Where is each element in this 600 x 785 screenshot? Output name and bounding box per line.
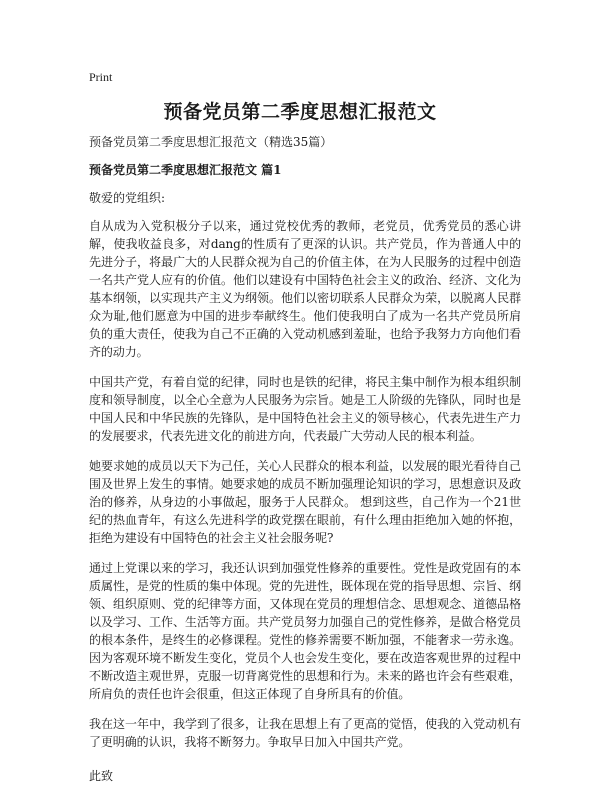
paragraph: 自从成为入党积极分子以来，通过党校优秀的教师，老党员，优秀党员的悉心讲解，使我收益良多，对dang的性质有了更深的认识。共产党员，作为普通人中的先进分子，将最广大的人民群众视为自己的价值主体，在为人民服务的过程中创造一名共产党人应有的价值。他们以建设有中国特色社会主义的政治、经济、文化为基本纲领，以实现共产主义为纲领。他们以密切联系人民群众为荣，以脱离人民群众为耻,他们愿意为中国的进步奉献终生。他们使我明白了成为一名共产党员所肩负的重大责任，使我为自己不正确的入党动机感到羞耻，也给予我努力方向他们看齐的动力。: [89, 219, 521, 359]
document-body: [89, 133, 521, 785]
paragraph: 她要求她的成员以天下为己任，关心人民群众的根本利益，以发展的眼光看待自己围及世界上发生的事情。她要求她的成员不断加强理论知识的学习，思想意识及政治的修养，从身边的小事做起，服务于人民群众。 想到这些，自己作为一个21世纪的热血青年，有这么先进科学的政党摆在眼前，有什么理由拒绝加入她的怀抱，拒绝为建设有中国特色的社会主义社会服务呢?: [89, 459, 521, 545]
print-link[interactable]: Print: [89, 70, 113, 84]
closing: 此致: [89, 769, 114, 783]
salutation: 敬爱的党组织:: [89, 191, 166, 205]
document-title: 预备党员第二季度思想汇报范文: [163, 101, 437, 123]
document-subtitle: 预备党员第二季度思想汇报范文（精选35篇）: [89, 135, 333, 149]
paragraph: 通过上党课以来的学习，我还认识到加强党性修养的重要性。党性是政党固有的本质属性，是党的性质的集中体现。党的先进性，既体现在党的指导思想、宗旨、纲领、组织原则、党的纪律等方面，又体现在党员的理想信念、思想观念、道德品格以及学习、工作、生活等方面。共产党员努力加强自己的党性修养，是做合格党员的根本条件，是终生的必修课程。党性的修养需要不断加强，不能奢求一劳永逸。因为客观环境不断发生变化，党员个人也会发生变化，要在改造客观世界的过程中不断改造主观世界，克服一切背离党性的思想和行为。未来的路也许会有些艰难，所肩负的责任也许会很重，但这正体现了自身所具有的价值。: [89, 561, 521, 701]
section-heading: 预备党员第二季度思想汇报范文 篇1: [89, 163, 282, 177]
paragraph: 中国共产党，有着自觉的纪律，同时也是铁的纪律，将民主集中制作为根本组织制度和领导制度，以全心全意为人民服务为宗旨。她是工人阶级的先锋队，同时也是中国人民和中华民族的先锋队，是中国特色社会主义的领导核心，代表先进生产力的发展要求，代表先进文化的前进方向，代表最广大劳动人民的根本利益。: [89, 375, 521, 443]
paragraph: 我在这一年中，我学到了很多，让我在思想上有了更高的觉悟，使我的入党动机有了更明确的认识，我将不断努力。争取早日加入中国共产党。: [89, 717, 521, 749]
